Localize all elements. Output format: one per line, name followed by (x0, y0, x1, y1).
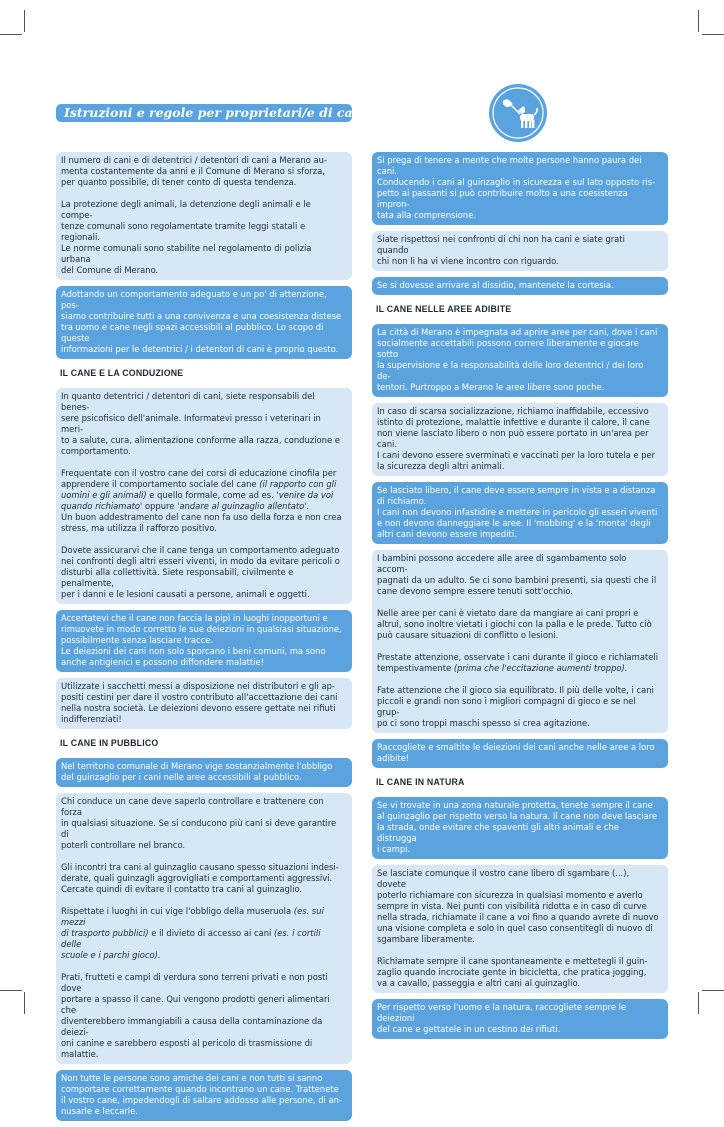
public-paragraph: Gli incontri tra cani al guinzaglio causano spesso situazioni indesi- derate, quali guinzagli aggrovigliati e comportamenti aggressivi. Cercate quindi di evitare il contatto tra cani al guinzaglio. (61, 862, 339, 894)
free-dog-box (372, 482, 668, 544)
children-paragraph: Nelle aree per cani è vietato dare da mangiare ai cani propri e altrui, sono inoltre vietati i giochi con la palla e le prede. Tutto ciò può causare situazioni di conflitto o lesioni. (377, 608, 652, 640)
text-span: Rispettate i luoghi in cui vige l'obbligo della museruola (61, 906, 294, 916)
section-heading-public: IL CANE IN PUBBLICO (60, 738, 159, 748)
nature-rule-text: Se vi trovate in una zona naturale protetta, tenete sempre il cane al guinzaglio per rispetto verso la natura. Il cane non deve lasciare la strada, onde evitare che spaventi gli altri animali e che distrugga i campi. (377, 800, 658, 854)
fear-text: Si prega di tenere a mente che molte persone hanno paura dei cani. Conducendo i cani al guinzaglio in sicurezza e sul lato opposto ris- petto ai passanti si può contribuire molto a una coesistenza impron- tata alla comprensione. (377, 155, 656, 220)
text-span: e quello formale, come ad es. (146, 490, 277, 500)
purpose-text: Adottando un comportamento adeguato e un po' di attenzione, pos- siamo contribuire tutti a una convivenza e una coesistenza distese tra uomo e cane negli spazi accessibili al pubblico. Lo scopo di queste informazioni per le detentrici / i detentori di cani è proprio questo. (61, 289, 342, 354)
nature-paragraph: Richiamate sempre il cane spontaneamente e mettetegli il guin- zaglio quando incrociate gente in bicicletta, che pratica jogging, va a cavallo, passeggia e altri cani al guinzaglio. (377, 956, 648, 988)
public-paragraph: Prati, frutteti e campi di verdura sono terreni privati e non posti dove portare a spasso il cane. Qui vengono prodotti generi alimentari che diventerebbero immangiabili a causa della contaminazione da deiezi- oni canine e sarebbero esposti al pericolo di trasmissione di malattie. (61, 972, 330, 1059)
socialization-box (372, 403, 668, 476)
dog-on-leash-icon (489, 84, 547, 142)
intro-paragraph: Il numero di cani e di detentrici / detentori di cani a Merano au- menta costantemente da anni e il Comune di Merano si sforza, per quanto possibile, di tener conto di questa tendenza. (61, 155, 327, 187)
right-column (372, 152, 668, 1045)
children-paragraph (377, 652, 659, 674)
crop-mark (702, 990, 724, 991)
intro-paragraph: La protezione degli animali, la detenzione degli animali e le compe- tenze comunali sono regolamentate tramite leggi statali e regionali. Le norme comunali sono stabilite nel regolamento di polizia urbana del Comune di Merano. (61, 199, 312, 275)
italic-span: (es. i cortili delle scuole e i parchi gioco). (61, 928, 321, 960)
respect-box (372, 231, 668, 271)
free-dog-text: Se lasciato libero, il cane deve essere sempre in vista e a distanza di richiamo. I cani non devono infastidire e mettere in pericolo gli esseri viventi e non devono danneggiare le aree. Il 'mobbing' e la 'monta' degli altri cani devono essere impediti. (377, 485, 658, 539)
crop-mark (0, 34, 22, 35)
purpose-box (56, 286, 352, 359)
text-span: Frequentate con il vostro cane dei corsi di educazione cinofila per apprendere il comportamento sociale del cane (61, 468, 337, 489)
respect-nature-box (372, 999, 668, 1039)
conduction-box (56, 388, 352, 604)
text-span: oppure (142, 501, 178, 511)
conduction-paragraph: In quanto detentrici / detentori di cani, siete responsabili del benes- sere psicofisico dell'animale. Informatevi presso i veterinari in meri- to a salute, cura, alimentazione conforme alla razza, conduzione e comportamento. (61, 391, 340, 456)
nature-paragraph: Se lasciate comunque il vostro cane libero di sgambare (...), dovete poterlo richiamare con sicurezza in qualsiasi momento e averlo sempre in vista. Nei punti con visibilità ridotta e in caso di curve nella strada, richiamate il cane a voi fino a quando avrete di nuovo una visione completa e solo in quel caso consentitegli di nuovo di sgambare liberamente. (377, 868, 659, 944)
conduction-paragraph: Dovete assicurarvi che il cane tenga un comportamento adeguato nei confronti degli altri esseri viventi, in modo da evitare pericoli o disturbi alla collettività. Siete responsabili, civilmente e penalmente, per i danni e le lesioni causati a persone, animali e oggetti. (61, 545, 340, 599)
conduction-paragraph (61, 468, 343, 534)
nature-box (372, 865, 668, 993)
droppings-text: Accertatevi che il cane non faccia la pipì in luoghi inopportuni e rimuovete in modo corretto le sue deiezioni in qualsiasi situazione, possibilmente senza lasciare tracce. Le deiezioni dei cani non solo sporcano i beni comuni, ma sono anche antigienici e possono diffondere malattie! (61, 613, 342, 667)
public-rule-text: Nel territorio comunale di Merano vige sostanzialmente l'obbligo del guinzaglio per i cani nelle aree accessibili al pubblico. (61, 761, 333, 782)
public-box (56, 793, 352, 1064)
collect-box (372, 739, 668, 768)
collect-text: Raccogliete e smaltite le deiezioni dei cani anche nelle aree a loro adibite! (377, 742, 655, 763)
droppings-box (56, 610, 352, 672)
socialization-text: In caso di scarsa socializzazione, richiamo inaffidabile, eccessivo istinto di protezione, malattie infettive e durante il calore, il cane non viene lasciato libero o non può essere portato in un'area per cani. I cani devono essere sverminati e vaccinati per la loro tutela e per la sicurezza degli altri animali. (377, 406, 656, 471)
crop-mark (698, 992, 699, 1014)
italic-span: 'andare al guinzaglio allentato'. (177, 501, 310, 511)
italic-span: 'venire da voi quando richiamato' (61, 490, 334, 511)
respect-nature-text: Per rispetto verso l'uomo e la natura, raccogliete sempre le deiezioni del cane e gettatele in un cestino dei rifiuti. (377, 1002, 627, 1034)
nature-rule-box (372, 797, 668, 859)
public-rule-box (56, 758, 352, 787)
crop-mark (698, 10, 699, 32)
page-title: Istruzioni e regole per proprietari/e di cani (64, 105, 367, 120)
areas-intro-text: La città di Merano è impegnata ad aprire aree per cani, dove i cani socialmente accettabili possono correre liberamente e giocare sotto la supervisione e la responsabilità delle loro detentrici / dei loro de- tentori. Purtroppo a Merano le aree libere sono poche. (377, 327, 658, 392)
respect-text: Siate rispettosi nei confronti di chi non ha cani e siate grati quando chi non li ha vi viene incontro con riguardo. (377, 234, 625, 266)
areas-intro-box (372, 324, 668, 397)
bags-text: Utilizzate i sacchetti messi a disposizione nei distributori e gli ap- positi cestini per dare il vostro contributo all'accettazione dei cani nella nostra società. Le deiezioni devono essere gettate nei rifiuti indifferenziati! (61, 681, 338, 724)
text-span: Un buon addestramento del cane non fa uso della forza e non crea stress, ma utilizza il rafforzo positivo. (61, 512, 342, 533)
crop-mark (24, 992, 25, 1014)
courtesy-box (372, 277, 668, 295)
children-paragraph: Fate attenzione che il gioco sia equilibrato. Il più delle volte, i cani piccoli e grandi non sono i migliori compagni di gioco e se nel grup- po ci sono troppi maschi spesso si crea agitazione. (377, 685, 654, 728)
section-heading-conduction: IL CANE E LA CONDUZIONE (60, 368, 184, 378)
public-paragraph (61, 906, 343, 961)
text-span: Prestate attenzione, osservate i cani durante il gioco e richiamateli tempestivamente (377, 652, 659, 673)
section-heading-nature: IL CANE IN NATURA (376, 777, 465, 787)
friends-text: Non tutte le persone sono amiche dei cani e non tutti si sanno comportare correttamente quando incontrano un cane. Trattenete il vostro cane, impedendogli di saltare addosso alle persone, di an- nusarle e leccarle. (61, 1073, 342, 1116)
children-paragraph: I bambini possono accedere alle aree di sgambamento solo accom- pagnati da un adulto. Se ci sono bambini presenti, sia questi che il cane devono sempre essere tenuti sott'occhio. (377, 553, 657, 596)
fear-box (372, 152, 668, 225)
left-column (56, 152, 352, 1127)
italic-span: (il rapporto con gli uomini e gli animali) (61, 479, 337, 500)
children-box (372, 550, 668, 733)
crop-mark (0, 990, 22, 991)
crop-mark (702, 34, 724, 35)
page-title-bar (56, 104, 367, 122)
italic-span: (prima che l'eccitazione aumenti troppo). (453, 663, 628, 673)
intro-box (56, 152, 352, 280)
public-paragraph: Chi conduce un cane deve saperlo controllare e trattenere con forza in qualsiasi situazione. Se si conducono più cani si deve garantire di poterli controllare nel branco. (61, 796, 337, 850)
section-heading-areas: IL CANE NELLE AREE ADIBITE (376, 304, 512, 314)
bags-box (56, 678, 352, 729)
friends-box (56, 1070, 352, 1121)
courtesy-text: Se si dovesse arrivare al dissidio, mantenete la cortesia. (377, 280, 614, 290)
crop-mark (24, 10, 25, 32)
italic-span: (es. sui mezzi di trasporto pubblici) (61, 906, 324, 938)
text-span: e il divieto di accesso ai cani (148, 928, 275, 938)
